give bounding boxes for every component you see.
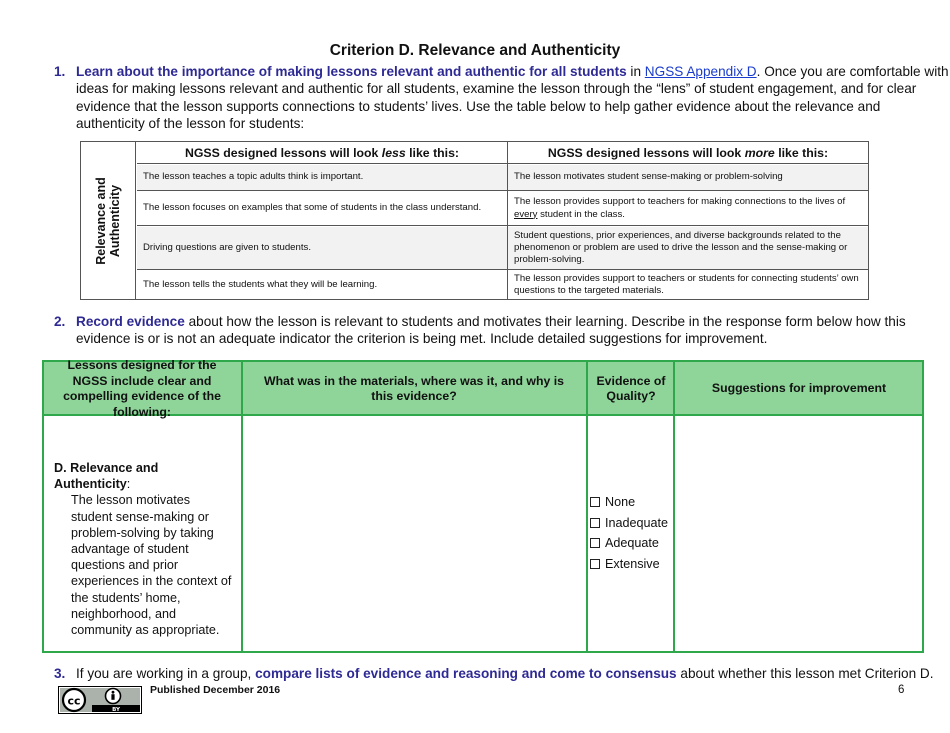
- cc-text: cc: [67, 694, 81, 708]
- checkbox[interactable]: [590, 559, 600, 569]
- table-row-4-more: The lesson provides support to teachers or students for connecting students’ own questions to the targeted materials.: [514, 272, 859, 296]
- table-row-3-less: Driving questions are given to students.: [137, 227, 507, 270]
- quality-option-none[interactable]: None: [590, 492, 668, 513]
- header-suggestions: Suggestions for improvement: [711, 381, 887, 396]
- step-number: 3.: [54, 666, 66, 681]
- instruction-2-highlight: Record evidence: [76, 314, 185, 329]
- instruction-1-line-1: [76, 63, 949, 80]
- instruction-1-line-2: ideas for making lessons relevant and authentic for all students, examine the lesson through the “lens” of student engagement, and for clear: [76, 81, 917, 97]
- instruction-2-line-1: Record evidence about how the lesson is relevant to students and motivates their learning. Describe in the response form below how this: [76, 314, 906, 329]
- criterion-title: D. Relevance and Authenticity: [54, 461, 159, 492]
- creative-commons-license-icon: [58, 686, 142, 714]
- instruction-2-line-2: evidence is or is not an adequate indicator the criterion is being met. Include detailed suggestions for improvement.: [76, 331, 768, 347]
- header-criterion: Lessons designed for the NGSS include clear and compelling evidence of the following:: [63, 358, 221, 419]
- evidence-response-area[interactable]: [243, 418, 586, 651]
- instruction-1-highlight: Learn about the importance of making lessons relevant and authentic for all students: [76, 64, 627, 79]
- page-title: Criterion D. Relevance and Authenticity: [329, 42, 621, 59]
- header-more: NGSS designed lessons will look more like this:: [508, 142, 868, 164]
- side-label-line-2: Authenticity: [108, 184, 122, 257]
- table-row-2-more: The lesson provides support to teachers for making connections to the lives of every student in the class.: [508, 192, 868, 226]
- side-label-line-1: Relevance and: [94, 176, 108, 265]
- checkbox[interactable]: [590, 538, 600, 548]
- step-number: 2.: [54, 314, 66, 329]
- instruction-1-text-end: . Once you are comfortable with: [756, 64, 949, 79]
- table-side-label: [94, 177, 122, 265]
- suggestions-response-area[interactable]: [675, 418, 922, 651]
- header-evidence-quality: Evidence of Quality?: [596, 373, 666, 403]
- header-evidence-location: What was in the materials, where was it, and why is this evidence?: [264, 373, 564, 403]
- instruction-1: [54, 63, 949, 135]
- response-form-table: [42, 360, 924, 653]
- instruction-1-line-4: authenticity of the lesson for students:: [76, 115, 305, 131]
- header-less: NGSS designed lessons will look less like this:: [137, 142, 507, 164]
- table-row-3-more: Student questions, prior experiences, and diverse backgrounds related to the phenomenon or problem are used to drive the lesson and the sense-making or problem-solving.: [508, 227, 868, 270]
- quality-checkboxes: [590, 492, 668, 574]
- instruction-1-text: in: [626, 64, 645, 79]
- checkbox[interactable]: [590, 518, 600, 528]
- instruction-3: [54, 665, 934, 683]
- table-row-1-less: The lesson teaches a topic adults think is important.: [137, 165, 507, 191]
- instruction-3-highlight: compare lists of evidence and reasoning and come to consensus: [255, 666, 677, 681]
- instruction-1-line-3: evidence that the lesson supports connections to students’ lives. Use the table below to help gather evidence about the relevance and: [76, 98, 881, 114]
- criterion-description: D. Relevance and Authenticity: The lesson motivates student sense-making or problem-solving by taking advantage of student questions and prior experiences in the context of the students’ home, neighborhood, and community as appropriate.: [54, 460, 234, 638]
- ngss-appendix-d-link[interactable]: NGSS Appendix D: [644, 64, 757, 79]
- checkbox[interactable]: [590, 497, 600, 507]
- by-text: BY: [112, 707, 120, 713]
- table-row-2-less: The lesson focuses on examples that some of students in the class understand.: [137, 192, 507, 226]
- step-number: 1.: [54, 64, 66, 79]
- quality-option-inadequate[interactable]: Inadequate: [590, 513, 668, 534]
- quality-option-adequate[interactable]: Adequate: [590, 533, 668, 554]
- published-date: Published December 2016: [150, 684, 281, 696]
- table-row-1-more: The lesson motivates student sense-making or problem-solving: [508, 165, 868, 191]
- instruction-3-line-1: If you are working in a group, compare lists of evidence and reasoning and come to consensus about whether this lesson met Criterion D.: [76, 666, 934, 681]
- instruction-2: [54, 313, 914, 349]
- table-side-label-cell: [81, 142, 136, 299]
- table-row-4-less: The lesson tells the students what they will be learning.: [143, 278, 378, 290]
- comparison-table: [80, 141, 869, 300]
- quality-option-extensive[interactable]: Extensive: [590, 554, 668, 575]
- page-number: 6: [898, 684, 905, 696]
- criterion-body: The lesson motivates student sense-making or problem-solving by taking advantage of student questions and prior experiences in the context of the students’ home, neighborhood, and community as appropriate.: [71, 493, 232, 638]
